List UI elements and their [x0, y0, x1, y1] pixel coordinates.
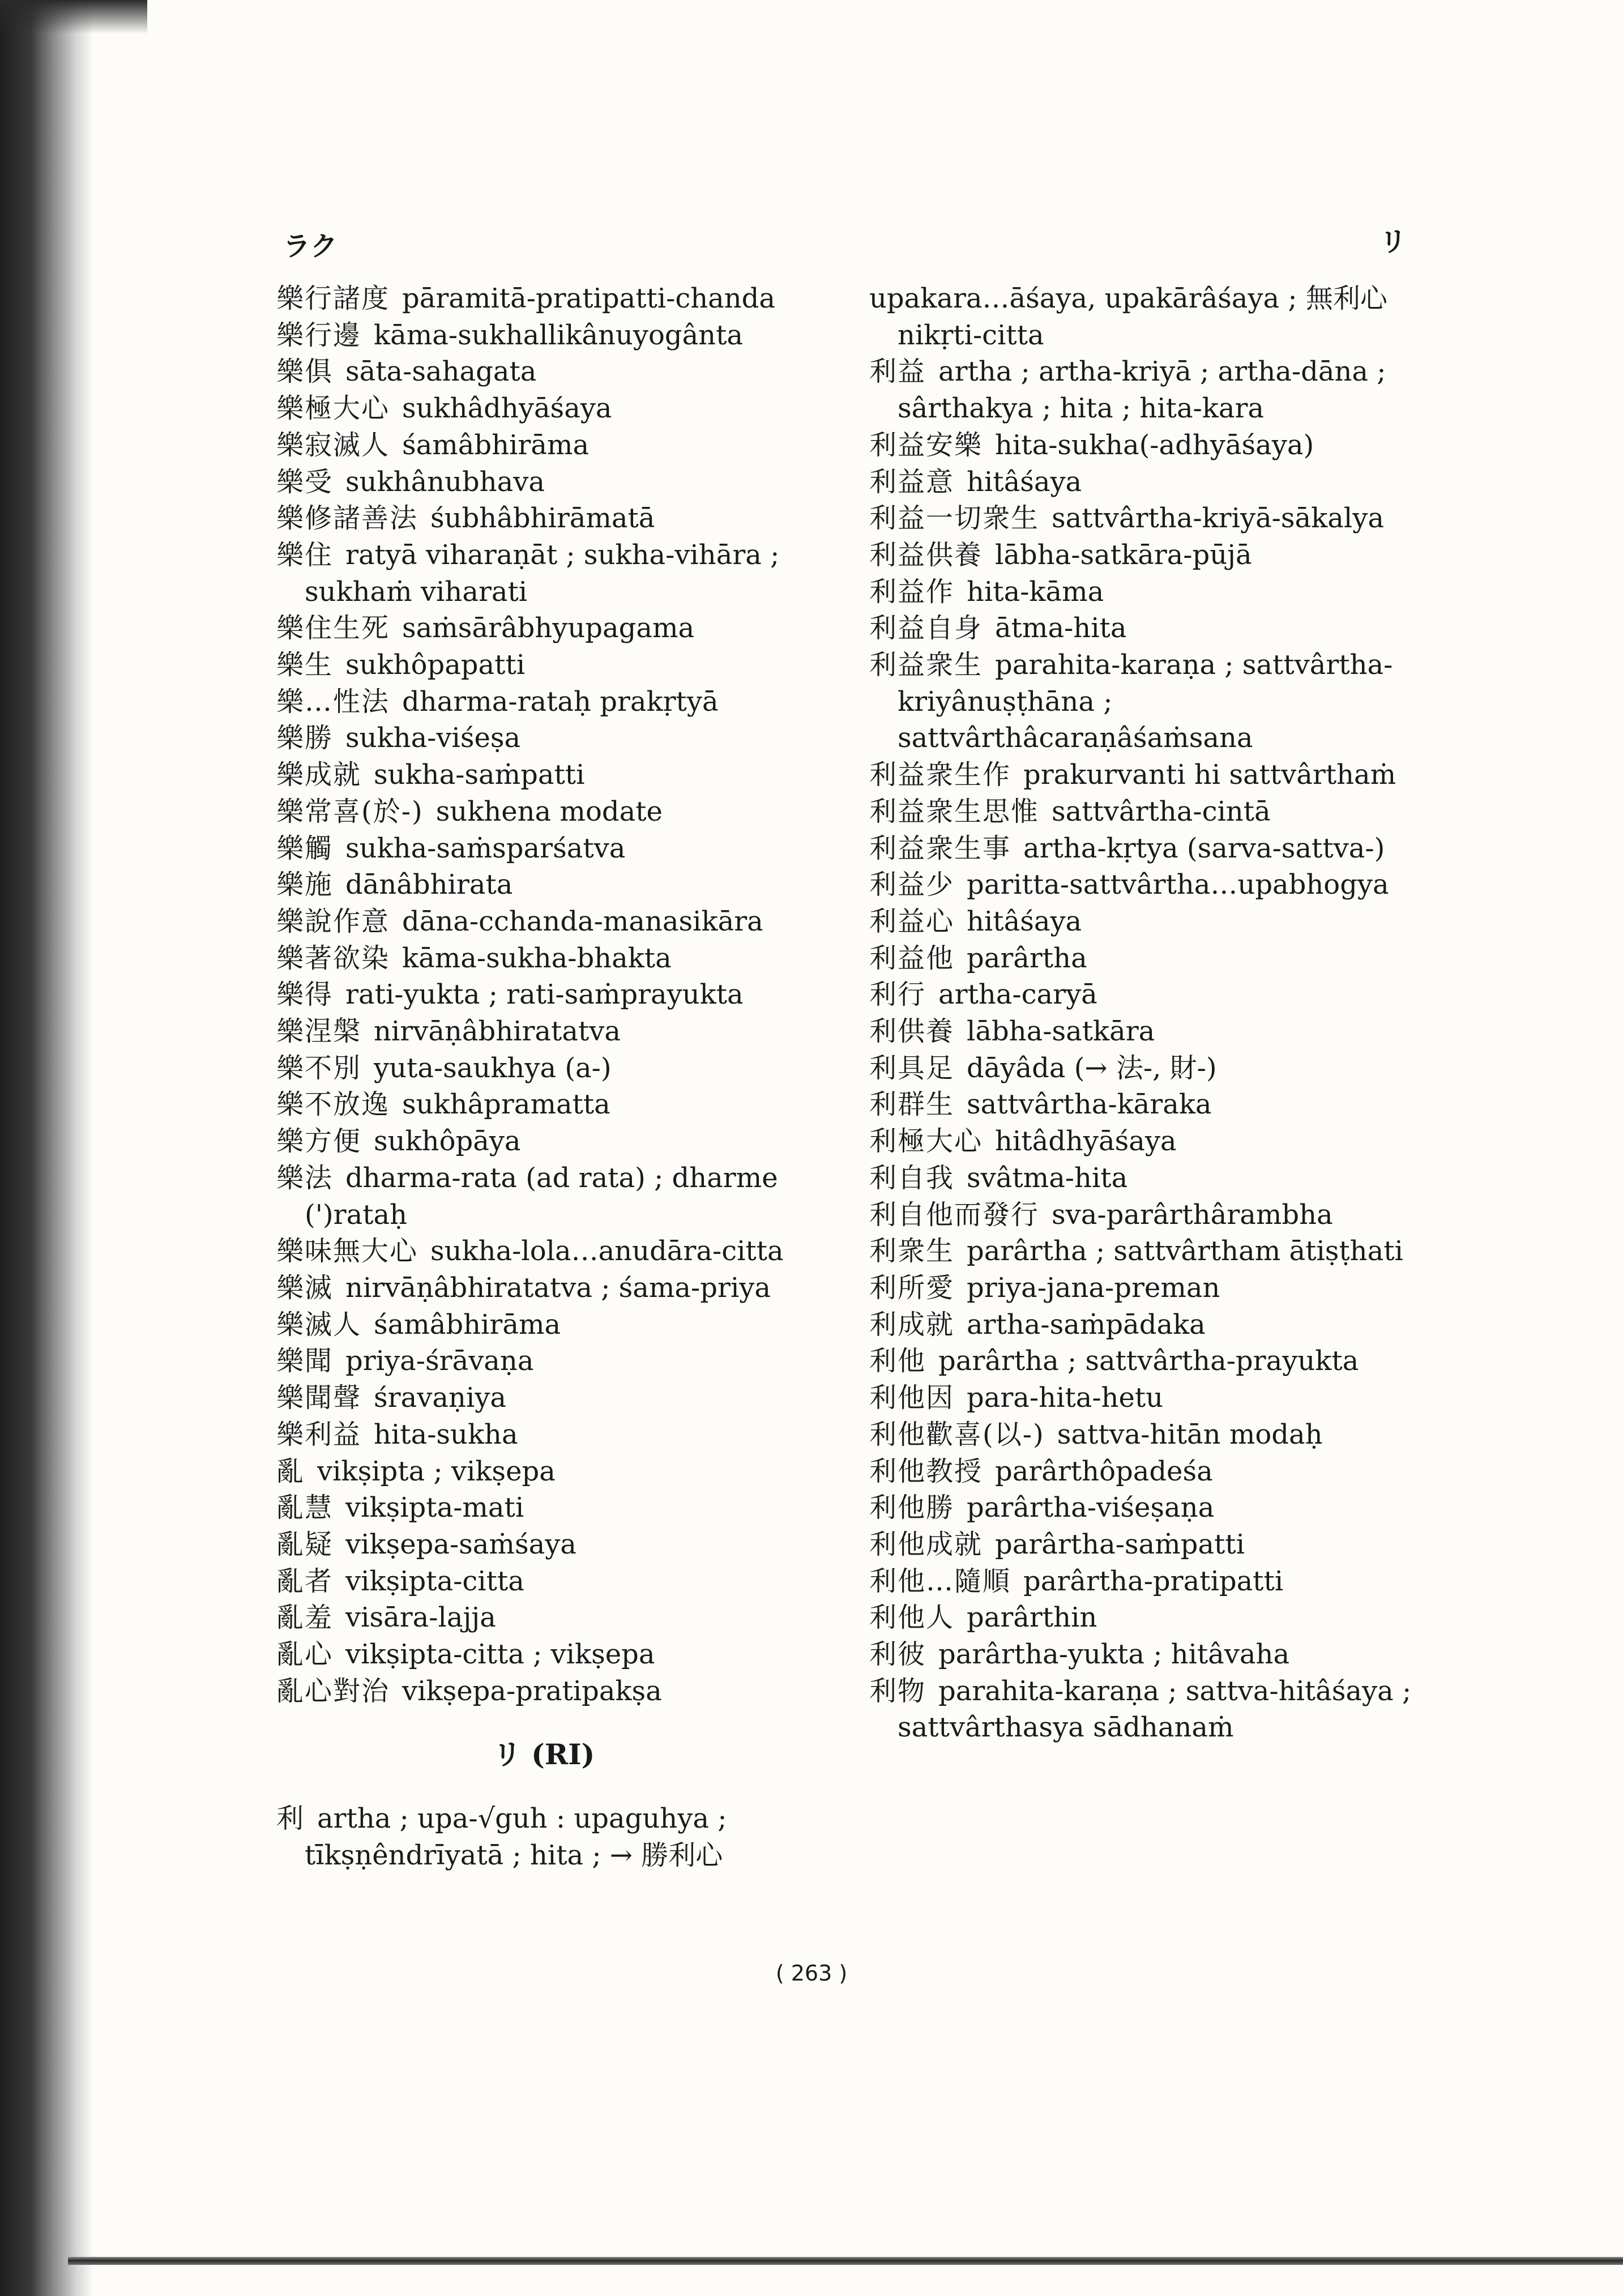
entry-term: 利他人: [869, 1602, 955, 1634]
dictionary-entry: [869, 1197, 1421, 1234]
entry-term: 樂施: [276, 869, 334, 901]
entry-definition: parârthôpadeśa: [995, 1455, 1213, 1487]
entry-term: 樂…性法: [276, 685, 390, 718]
entry-definition: hitâśaya: [967, 905, 1082, 937]
entry-term: 利供養: [869, 1015, 955, 1048]
entry-term: 樂寂滅人: [276, 429, 390, 461]
entry-term: 亂羞: [276, 1602, 334, 1634]
dictionary-entry: [276, 830, 812, 867]
dictionary-entry: [276, 1599, 812, 1636]
dictionary-entry: [276, 1800, 812, 1873]
entry-definition: parahita-karaṇa ; sattvârtha-kriyânuṣṭhāna ; sattvârthâcaraṇâśaṁsana: [898, 649, 1393, 754]
entry-definition: sukha-saṁsparśatva: [345, 832, 626, 864]
left-after-heading-list: [276, 1800, 812, 1873]
entry-term: 利極大心: [869, 1125, 983, 1158]
entry-term: 亂者: [276, 1565, 334, 1597]
entry-definition: artha-kṛtya (sarva-sattva-): [1023, 832, 1385, 864]
dictionary-entry: [869, 1343, 1421, 1380]
entry-definition: vikṣepa-pratipakṣa: [402, 1675, 662, 1707]
dictionary-entry: [869, 1599, 1421, 1636]
entry-definition: upakara…āśaya, upakārâśaya ; 無利心 nikṛti-citta: [869, 283, 1387, 351]
entry-definition: sukha-saṁpatti: [374, 759, 585, 791]
entry-definition: saṁsārâbhyupagama: [402, 612, 695, 645]
entry-definition: paritta-sattvârtha…upabhogya: [967, 869, 1389, 901]
dictionary-entry: [276, 353, 812, 390]
entry-term: 利物: [869, 1675, 926, 1707]
entry-term: 利益衆生作: [869, 759, 1011, 791]
entry-definition: sattvârtha-kriyā-sākalya: [1052, 502, 1384, 535]
entry-term: 樂滅: [276, 1271, 334, 1304]
entry-definition: hita-kāma: [967, 575, 1104, 608]
dictionary-entry: [276, 1270, 812, 1307]
dictionary-entry: [276, 1123, 812, 1160]
entry-definition: artha ; upa-√guh : upaguhya ; tīkṣṇêndrīyatā ; hita ; → 勝利心: [305, 1803, 727, 1871]
entry-term: 樂成就: [276, 759, 362, 791]
entry-definition: dharma-rata (ad rata) ; dharme (')rataḥ: [305, 1162, 778, 1231]
entry-definition: sukhôpapatti: [345, 649, 526, 681]
entry-definition: sattvârtha-kāraka: [967, 1089, 1212, 1121]
entry-term: 亂心對治: [276, 1675, 390, 1707]
dictionary-entry: [869, 1563, 1421, 1600]
entry-term: 利益供養: [869, 539, 983, 571]
entry-definition: vikṣepa-saṁśaya: [345, 1528, 576, 1560]
entry-definition: kāma-sukha-bhakta: [402, 942, 672, 974]
dictionary-entry: [869, 537, 1421, 574]
dictionary-entry: [276, 500, 812, 537]
left-entry-list: [276, 280, 812, 1709]
dictionary-entry: [869, 976, 1421, 1013]
entry-term: 樂住生死: [276, 612, 390, 645]
dictionary-entry: [869, 1453, 1421, 1490]
dictionary-entry: [869, 353, 1421, 426]
entry-term: 樂觸: [276, 832, 334, 864]
entry-term: 利他…隨順: [869, 1565, 1011, 1597]
entry-definition: para-hita-hetu: [967, 1382, 1164, 1414]
entry-definition: artha ; artha-kriyā ; artha-dāna ; sârthakya ; hita ; hita-kara: [898, 356, 1386, 425]
entry-term: 樂受: [276, 466, 334, 498]
dictionary-entry: [869, 647, 1421, 757]
dictionary-entry: [276, 976, 812, 1013]
entry-definition: vikṣipta-citta: [345, 1565, 524, 1597]
entry-definition: hitâdhyāśaya: [995, 1125, 1177, 1158]
entry-term: 利群生: [869, 1089, 955, 1121]
entry-definition: visāra-lajja: [345, 1602, 496, 1634]
dictionary-entry: [869, 1636, 1421, 1673]
dictionary-entry: [276, 1013, 812, 1050]
dictionary-entry: [869, 1270, 1421, 1307]
entry-term: 利自我: [869, 1162, 955, 1194]
page-number: ( 263 ): [775, 1961, 848, 1986]
entry-definition: vikṣipta-citta ; vikṣepa: [345, 1638, 655, 1671]
entry-term: 樂行諸度: [276, 283, 390, 314]
entry-term: 利: [276, 1803, 305, 1835]
entry-term: 利益一切衆生: [869, 502, 1040, 535]
dictionary-entry: [276, 464, 812, 501]
entry-definition: vikṣipta-mati: [345, 1492, 524, 1524]
entry-term: 利他歡喜(以-): [869, 1418, 1045, 1450]
entry-term: 樂不別: [276, 1052, 362, 1084]
entry-definition: śamâbhirāma: [402, 429, 590, 461]
entry-definition: parârtha-saṁpatti: [995, 1528, 1245, 1560]
dictionary-entry: [276, 1086, 812, 1123]
entry-term: 利益意: [869, 466, 955, 498]
dictionary-entry: [869, 1526, 1421, 1563]
entry-term: 利益安樂: [869, 429, 983, 461]
entry-term: 利衆生: [869, 1235, 955, 1268]
scan-top-shadow: [0, 0, 147, 34]
dictionary-entry: [869, 427, 1421, 464]
entry-definition: rati-yukta ; rati-saṁprayukta: [345, 979, 744, 1011]
entry-definition: śamâbhirāma: [374, 1308, 561, 1341]
dictionary-entry: [869, 1086, 1421, 1123]
entry-definition: parârtha ; sattvârtham ātiṣṭhati: [967, 1235, 1403, 1268]
entry-definition: svâtma-hita: [967, 1162, 1128, 1194]
entry-definition: lābha-satkāra: [967, 1015, 1155, 1048]
dictionary-entry: [869, 610, 1421, 647]
entry-definition: sukha-viśeṣa: [345, 722, 521, 754]
entry-definition: parahita-karaṇa ; sattva-hitâśaya ; sattvârthasya sādhanaṁ: [898, 1675, 1412, 1744]
entry-term: 樂極大心: [276, 392, 390, 425]
entry-term: 樂利益: [276, 1418, 362, 1450]
entry-definition: sukhâpramatta: [402, 1089, 610, 1121]
entry-definition: śravaṇiya: [374, 1382, 506, 1414]
dictionary-entry: [276, 537, 812, 610]
entry-term: 利益心: [869, 905, 955, 937]
entry-term: 樂法: [276, 1162, 334, 1194]
entry-term: 亂: [276, 1455, 305, 1487]
entry-term: 樂勝: [276, 722, 334, 754]
entry-definition: vikṣipta ; vikṣepa: [317, 1455, 556, 1487]
running-header-left: ラク: [283, 231, 338, 262]
entry-term: 樂修諸善法: [276, 502, 418, 535]
entry-term: 樂著欲染: [276, 942, 390, 974]
dictionary-entry: [276, 1563, 812, 1600]
dictionary-entry: [276, 1636, 812, 1673]
running-header-right: リ: [1379, 226, 1407, 258]
dictionary-entry: [276, 1416, 812, 1453]
dictionary-entry: [869, 464, 1421, 501]
entry-definition: ratyā viharaṇāt ; sukha-vihāra ; sukhaṁ viharati: [305, 539, 780, 608]
dictionary-entry: [276, 427, 812, 464]
entry-definition: hita-sukha(-adhyāśaya): [995, 429, 1314, 461]
entry-term: 利益作: [869, 575, 955, 608]
scan-edge-shadow: [0, 0, 93, 2296]
entry-definition: priya-jana-preman: [967, 1271, 1220, 1304]
dictionary-entry: [869, 793, 1421, 830]
entry-definition: parârtha-viśeṣaṇa: [967, 1492, 1215, 1524]
dictionary-entry: [276, 1233, 812, 1270]
dictionary-entry: [869, 280, 1421, 353]
entry-definition: nirvāṇâbhiratatva ; śama-priya: [345, 1271, 771, 1304]
entry-term: 利益衆生: [869, 649, 983, 681]
entry-definition: sukhâdhyāśaya: [402, 392, 612, 425]
entry-term: 樂行邊: [276, 319, 362, 351]
dictionary-entry: [276, 317, 812, 354]
dictionary-entry: [276, 1343, 812, 1380]
entry-definition: sāta-sahagata: [345, 356, 537, 388]
dictionary-entry: [869, 757, 1421, 793]
entry-definition: parârtha-yukta ; hitâvaha: [938, 1638, 1290, 1671]
entry-definition: hita-sukha: [374, 1418, 518, 1450]
entry-definition: lābha-satkāra-pūjā: [995, 539, 1252, 571]
entry-definition: hitâśaya: [967, 466, 1082, 498]
entry-definition: dāyâda (→ 法-, 財-): [967, 1052, 1217, 1084]
section-heading: リ (RI): [493, 1738, 595, 1772]
dictionary-entry: [869, 1416, 1421, 1453]
entry-definition: priya-śrāvaṇa: [345, 1345, 534, 1377]
entry-term: 樂生: [276, 649, 334, 681]
entry-term: 亂心: [276, 1638, 334, 1671]
entry-definition: sukhânubhava: [345, 466, 545, 498]
dictionary-entry: [276, 280, 812, 317]
entry-term: 利成就: [869, 1308, 955, 1341]
dictionary-entry: [869, 1123, 1421, 1160]
entry-term: 樂滅人: [276, 1308, 362, 1341]
entry-term: 樂住: [276, 539, 334, 571]
dictionary-entry: [869, 1013, 1421, 1050]
entry-term: 樂味無大心: [276, 1235, 418, 1268]
entry-definition: śubhâbhirāmatā: [430, 502, 655, 535]
entry-definition: ātma-hita: [995, 612, 1127, 645]
dictionary-entry: [276, 390, 812, 427]
entry-term: 樂聞聲: [276, 1382, 362, 1414]
entry-term: 利益自身: [869, 612, 983, 645]
entry-definition: dāna-cchanda-manasikāra: [402, 905, 763, 937]
entry-definition: nirvāṇâbhiratatva: [374, 1015, 621, 1048]
dictionary-entry: [869, 903, 1421, 940]
entry-term: 樂不放逸: [276, 1089, 390, 1121]
dictionary-entry: [869, 1160, 1421, 1197]
right-column: [869, 280, 1421, 1746]
entry-term: 利具足: [869, 1052, 955, 1084]
entry-term: 樂俱: [276, 356, 334, 388]
dictionary-entry: [276, 867, 812, 903]
dictionary-entry: [276, 940, 812, 977]
right-entry-list: [869, 280, 1421, 1746]
dictionary-entry: [276, 1453, 812, 1490]
dictionary-entry: [276, 757, 812, 793]
dictionary-entry: [869, 574, 1421, 611]
scan-bottom-shadow: [68, 2257, 1623, 2265]
entry-term: 利所愛: [869, 1271, 955, 1304]
entry-term: 利他: [869, 1345, 926, 1377]
dictionary-entry: [869, 1490, 1421, 1526]
dictionary-entry: [276, 647, 812, 684]
entry-definition: sukhôpāya: [374, 1125, 521, 1158]
dictionary-entry: [276, 1526, 812, 1563]
entry-term: 利他教授: [869, 1455, 983, 1487]
dictionary-entry: [276, 1490, 812, 1526]
entry-term: 利益衆生事: [869, 832, 1011, 864]
dictionary-entry: [276, 1307, 812, 1343]
entry-definition: pāramitā-pratipatti-chanda: [402, 283, 776, 314]
entry-definition: sukhena modate: [435, 795, 663, 827]
entry-definition: yuta-saukhya (a-): [374, 1052, 612, 1084]
entry-definition: artha-caryā: [938, 979, 1097, 1011]
dictionary-entry: [869, 830, 1421, 867]
entry-definition: artha-saṁpādaka: [967, 1308, 1206, 1341]
dictionary-entry: [276, 1380, 812, 1416]
entry-term: 利益少: [869, 869, 955, 901]
dictionary-entry: [276, 610, 812, 647]
dictionary-entry: [869, 1673, 1421, 1746]
entry-definition: parârtha: [967, 942, 1087, 974]
entry-term: 樂得: [276, 979, 334, 1011]
entry-term: 樂說作意: [276, 905, 390, 937]
entry-definition: parârtha-pratipatti: [1023, 1565, 1284, 1597]
dictionary-entry: [869, 940, 1421, 977]
dictionary-entry: [869, 1233, 1421, 1270]
entry-term: 亂慧: [276, 1492, 334, 1524]
entry-definition: sattva-hitān modaḥ: [1057, 1418, 1323, 1450]
dictionary-entry: [869, 1380, 1421, 1416]
entry-term: 亂疑: [276, 1528, 334, 1560]
entry-term: 利行: [869, 979, 926, 1011]
dictionary-entry: [276, 1050, 812, 1087]
entry-term: 利他因: [869, 1382, 955, 1414]
entry-definition: sva-parârthârambha: [1052, 1198, 1333, 1231]
dictionary-entry: [276, 1673, 812, 1710]
entry-term: 樂方便: [276, 1125, 362, 1158]
dictionary-entry: [869, 1050, 1421, 1087]
left-column: [276, 280, 812, 1874]
dictionary-entry: [276, 903, 812, 940]
entry-definition: kāma-sukhallikânuyogânta: [374, 319, 743, 351]
entry-definition: parârtha ; sattvârtha-prayukta: [938, 1345, 1359, 1377]
entry-definition: dharma-rataḥ prakṛtyā: [402, 685, 719, 718]
entry-term: 利他成就: [869, 1528, 983, 1560]
dictionary-entry: [869, 1307, 1421, 1343]
entry-term: 利益: [869, 356, 926, 388]
entry-term: 利自他而發行: [869, 1198, 1040, 1231]
dictionary-entry: [869, 867, 1421, 903]
dictionary-entry: [276, 720, 812, 757]
entry-definition: dānâbhirata: [345, 869, 513, 901]
dictionary-entry: [276, 1160, 812, 1233]
entry-definition: prakurvanti hi sattvârthaṁ: [1023, 759, 1396, 791]
dictionary-entry: [276, 684, 812, 720]
dictionary-entry: [869, 500, 1421, 537]
entry-term: 利他勝: [869, 1492, 955, 1524]
entry-term: 利彼: [869, 1638, 926, 1671]
entry-term: 樂聞: [276, 1345, 334, 1377]
entry-term: 樂常喜(於-): [276, 795, 424, 827]
entry-definition: sukha-lola…anudāra-citta: [430, 1235, 784, 1268]
entry-term: 樂涅槃: [276, 1015, 362, 1048]
entry-definition: sattvârtha-cintā: [1052, 795, 1271, 827]
dictionary-entry: [276, 793, 812, 830]
entry-definition: parârthin: [967, 1602, 1097, 1634]
entry-term: 利益衆生思惟: [869, 795, 1040, 827]
entry-term: 利益他: [869, 942, 955, 974]
